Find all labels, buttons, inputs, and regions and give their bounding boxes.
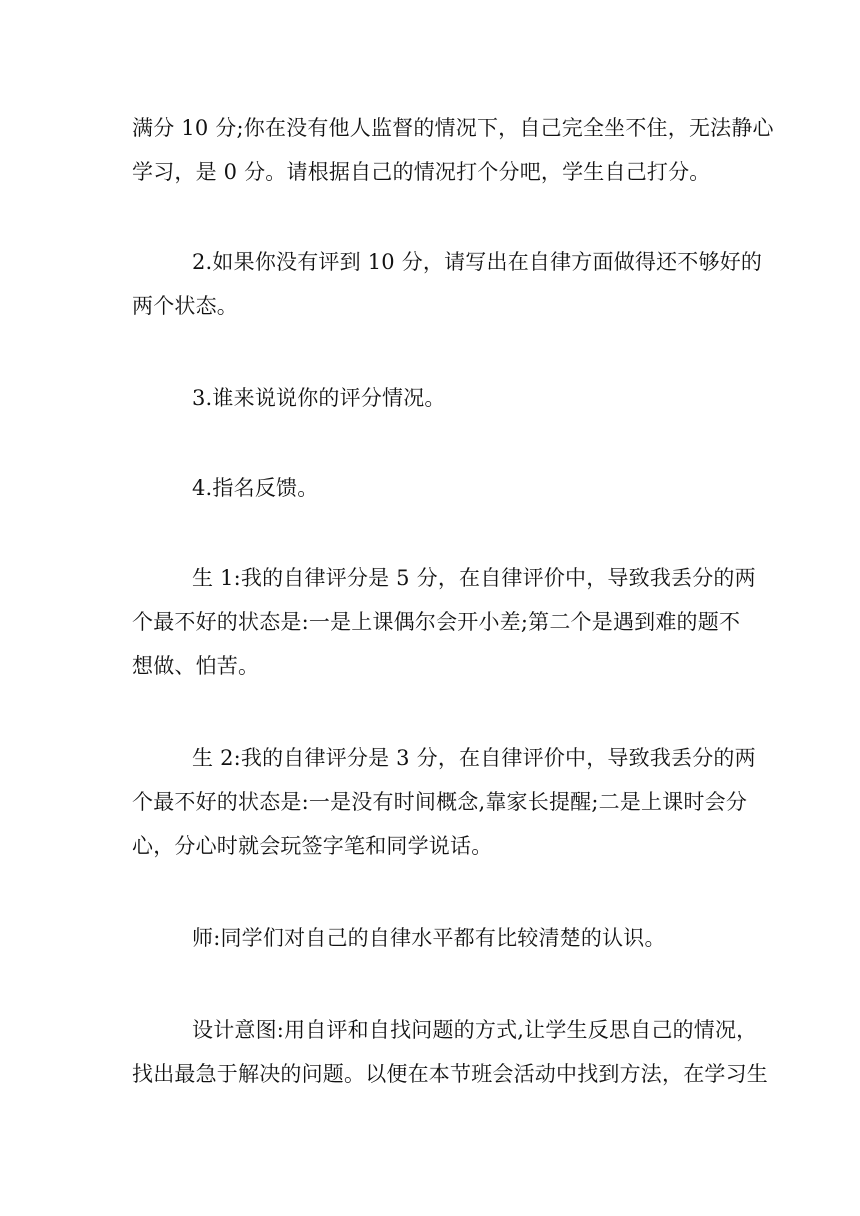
text-line: 师:同学们对自己的自律水平都有比较清楚的认识。 bbox=[192, 926, 666, 950]
text-line: 生 2:我的自律评分是 3 分，在自律评价中，导致我丢分的两 bbox=[192, 746, 756, 770]
text-line: 两个状态。 bbox=[132, 294, 238, 318]
paragraph-step-2 bbox=[132, 240, 763, 328]
paragraph-student-2 bbox=[132, 736, 756, 868]
paragraph-teacher bbox=[132, 916, 732, 960]
text-line: 找出最急于解决的问题。以便在本节班会活动中找到方法，在学习生 bbox=[132, 1062, 768, 1086]
paragraph-step-4 bbox=[132, 466, 732, 510]
text-line: 生 1:我的自律评分是 5 分，在自律评价中，导致我丢分的两 bbox=[192, 566, 756, 590]
text-line: 学习，是 0 分。请根据自己的情况打个分吧，学生自己打分。 bbox=[132, 160, 711, 184]
paragraph-scoring-criteria bbox=[132, 106, 774, 194]
paragraph-student-1 bbox=[132, 556, 756, 688]
text-line: 3.谁来说说你的评分情况。 bbox=[192, 386, 446, 410]
text-line: 设计意图:用自评和自找问题的方式,让学生反思自己的情况， bbox=[192, 1018, 758, 1042]
text-line: 想做、怕苦。 bbox=[132, 654, 260, 678]
text-line: 4.指名反馈。 bbox=[192, 476, 319, 500]
text-line: 个最不好的状态是:一是没有时间概念,靠家长提醒;二是上课时会分 bbox=[132, 790, 748, 814]
text-line: 个最不好的状态是:一是上课偶尔会开小差;第二个是遇到难的题不 bbox=[132, 610, 741, 634]
paragraph-design-intent bbox=[132, 1008, 768, 1096]
text-line: 2.如果你没有评到 10 分，请写出在自律方面做得还不够好的 bbox=[192, 250, 763, 274]
text-line: 心，分心时就会玩签字笔和同学说话。 bbox=[132, 834, 493, 858]
paragraph-step-3 bbox=[132, 376, 732, 420]
text-line: 满分 10 分;你在没有他人监督的情况下，自己完全坐不住，无法静心 bbox=[132, 116, 774, 140]
